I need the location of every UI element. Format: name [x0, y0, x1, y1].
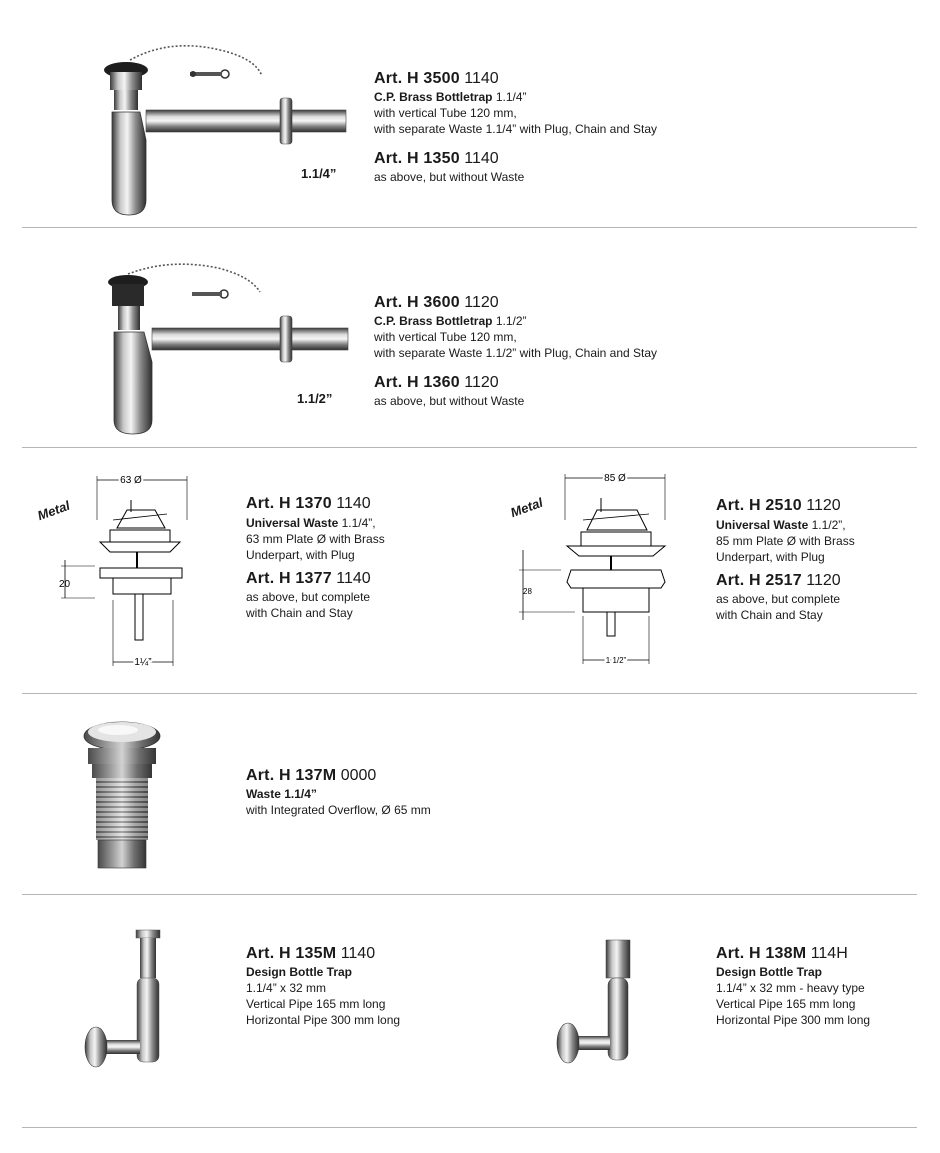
description-line: Vertical Pipe 165 mm long	[246, 997, 386, 1011]
article-number: Art. H 135M 1140	[246, 945, 376, 962]
bottletrap-image-2	[100, 262, 360, 438]
product-info-h3500	[374, 69, 714, 185]
product-info-h2510	[716, 496, 926, 623]
article-number: Art. H 3500 1140	[374, 70, 499, 87]
description-line: 63 mm Plate Ø with Brass	[246, 532, 385, 546]
material-label: Metal	[508, 494, 545, 521]
article-number: Art. H 1360 1120	[374, 374, 499, 391]
product-name: Design Bottle Trap	[716, 965, 823, 979]
size-label: 1.1/4”	[301, 166, 337, 181]
product-name: Design Bottle Trap	[246, 965, 353, 979]
description-line: as above, but complete	[246, 590, 371, 604]
product-name: C.P. Brass Bottletrap 1.1/2”	[374, 314, 527, 328]
product-info-h138m	[716, 944, 926, 1028]
description-line: Horizontal Pipe 300 mm long	[716, 1013, 871, 1027]
dim-bottom: 1¼”	[134, 657, 152, 668]
description-line: with vertical Tube 120 mm,	[374, 106, 517, 120]
universal-waste-drawing-2	[515, 470, 695, 670]
description-line: Horizontal Pipe 300 mm long	[246, 1013, 401, 1027]
article-number: Art. H 1350 1140	[374, 150, 499, 167]
product-info-h1370	[246, 494, 466, 621]
divider	[22, 1127, 917, 1128]
dim-top: 85 Ø	[604, 473, 626, 484]
description-line: with separate Waste 1.1/4” with Plug, Chain and Stay	[374, 122, 658, 136]
material-label: Metal	[35, 497, 72, 524]
article-number: Art. H 1377 1140	[246, 570, 371, 587]
description-line: as above, but without Waste	[374, 170, 525, 184]
dim-side: 20	[59, 579, 71, 590]
description-line: as above, but without Waste	[374, 394, 525, 408]
product-name: Waste 1.1/4”	[246, 787, 317, 801]
article-number: Art. H 138M 114H	[716, 945, 848, 962]
pop-up-waste-image	[78, 712, 168, 874]
product-info-h137m	[246, 766, 546, 818]
divider	[22, 447, 917, 448]
design-bottle-trap-image-1	[80, 928, 170, 1080]
article-number: Art. H 1370 1140	[246, 495, 371, 512]
dim-side: 28	[523, 587, 532, 596]
product-info-h135m	[246, 944, 506, 1028]
description-line: with vertical Tube 120 mm,	[374, 330, 517, 344]
description-line: Underpart, with Plug	[716, 550, 825, 564]
product-name: Universal Waste 1.1/2”,	[716, 518, 846, 532]
description-line: with Chain and Stay	[716, 608, 823, 622]
dim-top: 63 Ø	[120, 475, 142, 486]
divider	[22, 894, 917, 895]
description-line: 1.1/4” x 32 mm	[246, 981, 327, 995]
description-line: with separate Waste 1.1/2” with Plug, Chain and Stay	[374, 346, 658, 360]
product-name: C.P. Brass Bottletrap 1.1/4”	[374, 90, 527, 104]
article-number: Art. H 3600 1120	[374, 294, 499, 311]
size-label: 1.1/2”	[297, 391, 333, 406]
design-bottle-trap-image-2	[550, 938, 640, 1078]
divider	[22, 227, 917, 228]
description-line: as above, but complete	[716, 592, 841, 606]
product-name: Universal Waste 1.1/4”,	[246, 516, 376, 530]
description-line: with Chain and Stay	[246, 606, 353, 620]
article-number: Art. H 2517 1120	[716, 572, 841, 589]
description-line: Underpart, with Plug	[246, 548, 355, 562]
description-line: 1.1/4” x 32 mm - heavy type	[716, 981, 865, 995]
description-line: Vertical Pipe 165 mm long	[716, 997, 856, 1011]
description-line: with Integrated Overflow, Ø 65 mm	[246, 803, 431, 817]
description-line: 85 mm Plate Ø with Brass	[716, 534, 855, 548]
article-number: Art. H 137M 0000	[246, 767, 377, 784]
universal-waste-drawing-1	[55, 470, 205, 670]
divider	[22, 693, 917, 694]
bottletrap-image-1	[90, 40, 360, 220]
product-info-h3600	[374, 293, 714, 409]
article-number: Art. H 2510 1120	[716, 497, 841, 514]
dim-bottom: 1 1/2”	[605, 656, 627, 665]
